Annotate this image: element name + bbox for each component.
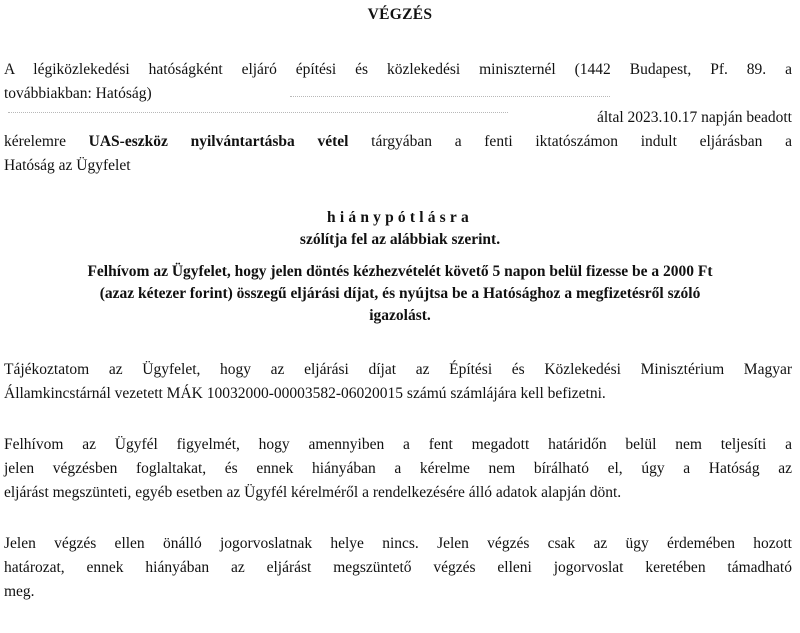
- redacted-area: [8, 112, 508, 116]
- intro-line-3: által 2023.10.17 napján beadott: [597, 109, 792, 126]
- subject-text: UAS-eszköz nyilvántartásba vétel: [88, 133, 349, 150]
- remedy-line-3: meg.: [4, 583, 35, 600]
- intro-line-4: [4, 130, 792, 154]
- redacted-area: [290, 96, 610, 100]
- remedy-line-1: Jelen végzés ellen önálló jogorvoslatnak helye nincs. Jelen végzés csak az ügy érdemében hozott: [4, 535, 792, 552]
- intro-line-4-suffix: tárgyában a fenti iktatószámon indult eljárásban a: [371, 133, 792, 150]
- intro-line-1: A légiközlekedési hatóságként eljáró építési és közlekedési miniszternél (1442 Budapest, Pf. 89. a: [4, 61, 792, 78]
- demand-line-1: Felhívom az Ügyfelet, hogy jelen döntés kézhezvételét követő 5 napon belül fizesse be a 2000 Ft: [87, 263, 713, 280]
- info-line-1: Tájékoztatom az Ügyfelet, hogy az eljárási díjat az Építési és Közlekedési Minisztérium Magyar: [4, 361, 792, 378]
- warning-line-3: eljárást megszünteti, egyéb esetben az Ügyfél kérelméről a rendelkezésére álló adatok alapján dönt.: [4, 484, 622, 501]
- info-line-2: Államkincstárnál vezetett MÁK 10032000-00003582-06020015 számú számlájára kell befizetni.: [4, 385, 606, 402]
- warning-line-2: jelen végzésben foglaltakat, és ennek hiányában a kérelme nem bírálható el, úgy a Hatóság az: [4, 460, 792, 477]
- remedy-line-2: határozat, ennek hiányában az eljárást megszüntető végzés elleni jogorvoslat keretében támadható: [4, 559, 792, 576]
- intro-line-2: továbbiakban: Hatóság): [4, 85, 152, 102]
- demand-line-3: igazolást.: [369, 307, 431, 324]
- demand-line-2: (azaz kétezer forint) összegű eljárási díjat, és nyújtsa be a Hatósághoz a megfizetésről szóló: [99, 285, 701, 302]
- warning-line-1: Felhívom az Ügyfél figyelmét, hogy amennyiben a fent megadott határidőn belül nem teljesíti a: [4, 436, 792, 453]
- summons-word: hiánypótlásra: [327, 209, 473, 226]
- document-title: VÉGZÉS: [367, 6, 433, 23]
- intro-line-4-prefix: kérelemre: [4, 133, 66, 150]
- intro-line-5: Hatóság az Ügyfelet: [4, 157, 131, 174]
- summons-line-2: szólítja fel az alábbiak szerint.: [299, 231, 501, 248]
